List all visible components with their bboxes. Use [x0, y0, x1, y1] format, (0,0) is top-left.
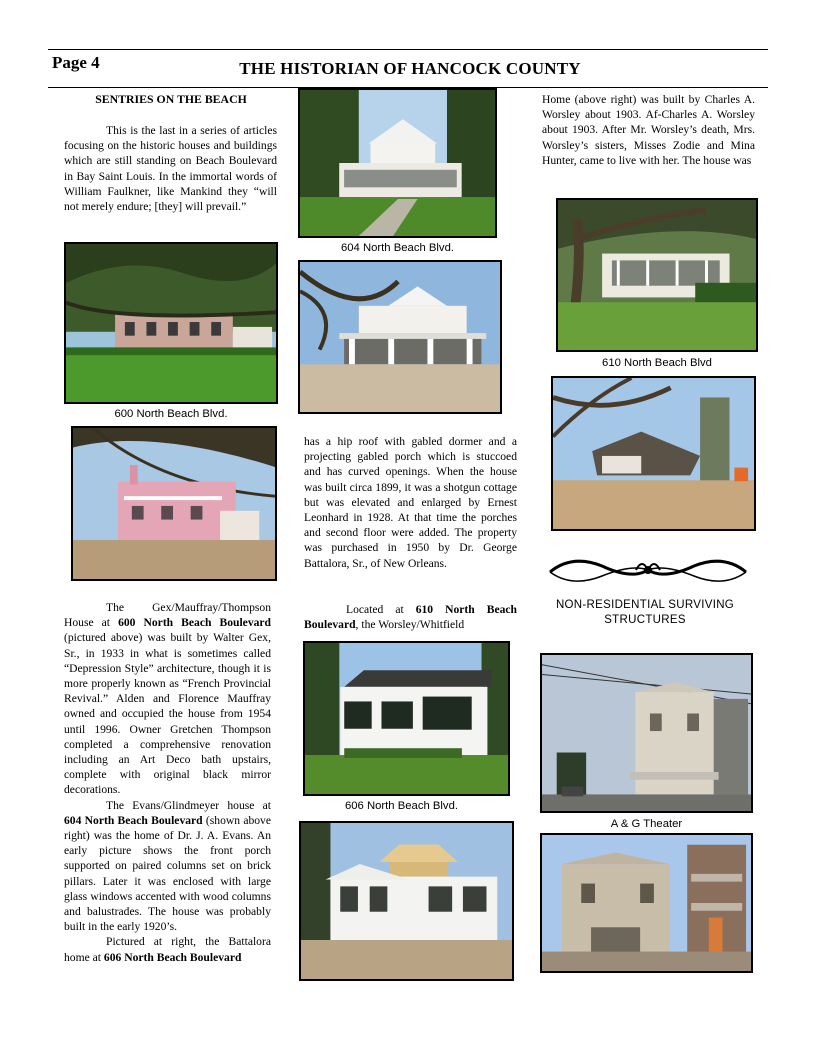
battalora-text: has a hip roof with gabled dormer and a projecting gabled porch which is stuccoed and has curved openings. When the house was built circa 1899, it was a shotgun cottage but was elevated and enlarged by Ernest Leonhard in 1928. At that time the porches and second floor were added. The property was purchased in 1950 by Dr. George Battalora, Sr., of New Orleans. [304, 435, 517, 570]
photo-ag-theater-after [540, 833, 753, 973]
caption-604-north-beach: 604 North Beach Blvd. [340, 242, 455, 254]
paragraph-gex-house: The Gex/Mauffray/Thompson House at 600 North Beach Boulevard (pictured above) was built by Walter Gex, Sr., in 1933 in what is sometimes called “Depression Style” architecture, though it is more properly known as “French Provincial Revival.” Alden and Florence Mauffray owned and occupied the house from 1954 until 1996. Owner Gretchen Thompson completed a comprehensive renovation including an Art Deco bath upstairs, complete with original black mirror decorations. The Evans/Glindmeyer house at 604 North Beach Boulevard (shown above right) was the home of Dr. J. A. Evans. An early picture shows the front porch supported on paired columns set on brick pillars. Later it was enclosed with large glass windows accented with wood columns and balustrades. The house was probably built in the early 1920’s. Pictured at right, the Battalora home at 606 North Beach Boulevard [64, 601, 272, 964]
photo-606-north-beach-after [298, 260, 502, 414]
header-top-rule [48, 49, 768, 50]
intro-text: This is the last in a series of articles focusing on the historic houses and buildings which are still standing on Beach Boulevard in Bay Saint Louis. In the immortal words of William Faulkner, like Mankind they “will not merely endure; [they] will prevail.” [64, 124, 277, 214]
caption-610-north-beach: 610 North Beach Blvd [602, 357, 712, 369]
photo-606-north-beach-current [299, 821, 514, 981]
ornament-divider-icon [542, 550, 754, 590]
paragraph-battalora [304, 434, 517, 571]
photo-600-north-beach-after [71, 426, 277, 581]
photo-610-north-beach-after [551, 376, 756, 531]
page-number: Page 4 [52, 53, 100, 72]
photo-606-north-beach [303, 641, 510, 796]
address-604: 604 North Beach Boulevard [64, 813, 203, 827]
photo-ag-theater [540, 653, 753, 813]
page-title: THE HISTORIAN OF HANCOCK COUNTY [239, 59, 581, 78]
caption-600-north-beach: 600 North Beach Blvd. [114, 408, 228, 420]
caption-606-north-beach: 606 North Beach Blvd. [344, 800, 459, 812]
address-606: 606 North Beach Boulevard [103, 950, 242, 964]
caption-ag-theater: A & G Theater [610, 818, 683, 830]
intro-paragraph [64, 123, 277, 214]
paragraph-worsley-continued [542, 92, 755, 168]
photo-610-north-beach [556, 198, 758, 352]
paragraph-worsley-start: Located at 610 North Beach Boulevard, the Worsley/Whitfield [304, 603, 517, 632]
section-subheading: NON-RESIDENTIAL SURVIVING STRUCTURES [555, 599, 735, 626]
address-600: 600 North Beach Boulevard [118, 616, 272, 630]
worsley-text: Home (above right) was built by Charles A. Worsley about 1903. Af-Charles A. Worsley about 1903. After Mr. Worsley’s death, Mrs. Worsley’s sisters, Misses Zodie and Mina Hunter, came to live with her. The house was [542, 93, 755, 167]
photo-604-north-beach [298, 88, 497, 238]
article-heading: SENTRIES ON THE BEACH [95, 92, 247, 106]
photo-600-north-beach [64, 242, 278, 404]
address-610: 610 North Beach Boulevard [304, 603, 517, 632]
